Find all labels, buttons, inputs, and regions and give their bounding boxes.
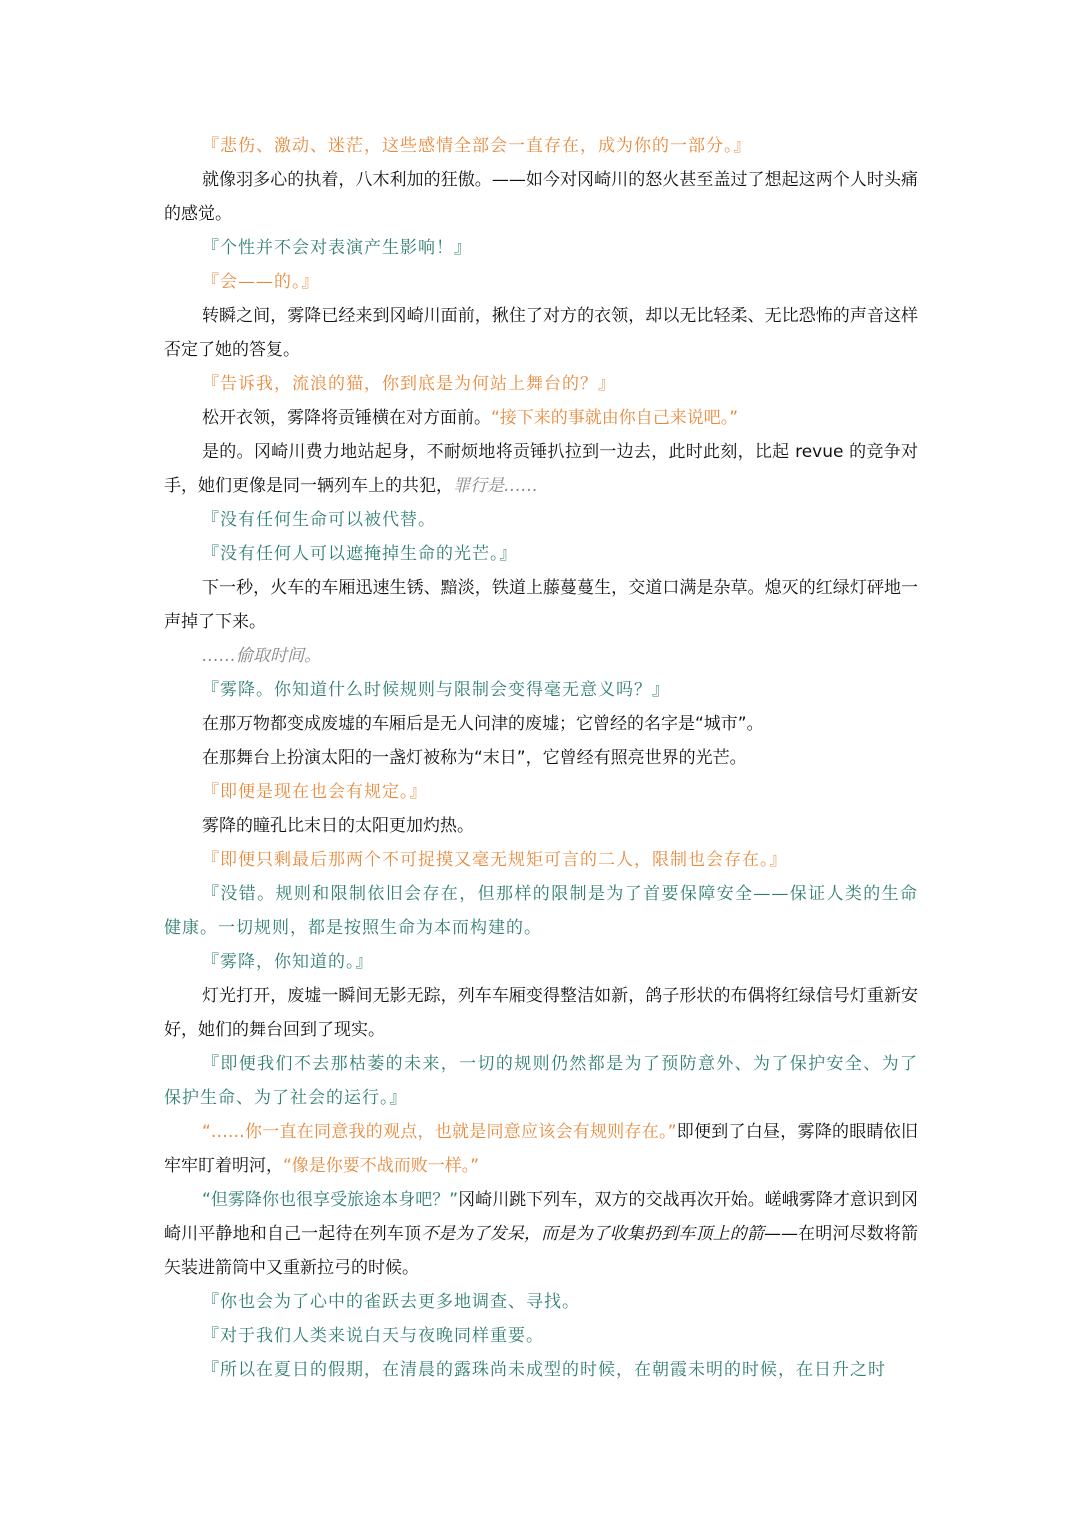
quote-line: 『没错。规则和限制依旧会存在，但那样的限制是为了首要保障安全——保证人类的生命健康。一切规则，都是按照生命为本而构建的。	[164, 884, 918, 938]
narration-paragraph: 雾降的瞳孔比末日的太阳更加灼热。	[202, 816, 474, 836]
quote-line: 『你也会为了心中的雀跃去更多地调查、寻找。	[202, 1292, 580, 1312]
quote-line: 『对于我们人类来说白天与夜晚同样重要。	[202, 1326, 544, 1346]
narration-paragraph	[164, 435, 918, 503]
narration-text: ——在明河尽数将箭矢装进箭筒中又重新拉弓的时候。	[164, 1224, 919, 1278]
quote-line: 『没有任何人可以遮掩掉生命的光芒。』	[202, 544, 518, 564]
quote-line: 『所以在夏日的假期，在清晨的露珠尚未成型的时候，在朝霞未明的时候，在日升之时	[202, 1360, 886, 1380]
quote-line: 『即便是现在也会有规定。』	[202, 782, 428, 802]
quote-line: 『告诉我，流浪的猫，你到底是为何站上舞台的？』	[202, 374, 616, 394]
dialogue-speech: “但雾降你也很享受旅途本身吧？”	[202, 1190, 459, 1210]
narration-paragraph: 在那舞台上扮演太阳的一盏灯被称为“末日”，它曾经有照亮世界的光芒。	[202, 748, 747, 768]
quote-line: 『即便只剩最后那两个不可捉摸又毫无规矩可言的二人，限制也会存在。』	[202, 850, 788, 870]
narration-paragraph: 就像羽多心的执着，八木利加的狂傲。——如今对冈崎川的怒火甚至盖过了想起这两个人时头痛的感觉。	[164, 170, 918, 224]
quote-line: 『即便我们不去那枯萎的未来，一切的规则仍然都是为了预防意外、为了保护安全、为了保护生命、为了社会的运行。』	[164, 1054, 918, 1108]
narration-paragraph: 下一秒，火车的车厢迅速生锈、黯淡，铁道上藤蔓蔓生，交道口满是杂草。熄灭的红绿灯砰地一声掉了下来。	[164, 578, 918, 632]
quote-line: 『悲伤、激动、迷茫，这些感情全部会一直存在，成为你的一部分。』	[202, 136, 752, 156]
narration-paragraph: 在那万物都变成废墟的车厢后是无人问津的废墟；它曾经的名字是“城市”。	[202, 714, 764, 734]
italic-text: 不是为了发呆，而是为了收集扔到车顶上的箭	[421, 1224, 765, 1244]
document-page	[164, 129, 918, 1387]
dialogue-speech: “接下来的事就由你自己来说吧。”	[491, 408, 739, 428]
italic-line: ……偷取时间。	[202, 646, 321, 666]
narration-paragraph	[164, 1115, 918, 1183]
quote-line: 『雾降。你知道什么时候规则与限制会变得毫无意义吗？』	[202, 680, 670, 700]
quote-line: 『个性并不会对表演产生影响！』	[202, 238, 472, 258]
quote-line: 『没有任何生命可以被代替。	[202, 510, 436, 530]
narration-text: 冈崎川跳下列车，双方的交战再次开始。嵯峨雾降才意识到冈崎川平静地和自己一起待在列车顶	[164, 1190, 918, 1244]
dialogue-speech: “像是你要不战而败一样。”	[283, 1156, 480, 1176]
narration-paragraph	[164, 1183, 918, 1285]
quote-line: 『会——的。』	[202, 272, 320, 292]
narration-paragraph: 转瞬之间，雾降已经来到冈崎川面前，揪住了对方的衣领，却以无比轻柔、无比恐怖的声音这样否定了她的答复。	[164, 306, 918, 360]
narration-paragraph	[164, 401, 918, 435]
quote-line: 『雾降，你知道的。』	[202, 952, 374, 972]
narration-text: 是的。冈崎川费力地站起身，不耐烦地将贡锤扒拉到一边去，此时此刻，比起 revue 的竞争对手，她们更像是同一辆列车上的共犯，	[164, 442, 918, 496]
narration-text: 即便到了白昼，雾降的眼睛依旧牢牢盯着明河，	[164, 1122, 919, 1176]
narration-paragraph: 灯光打开，废墟一瞬间无影无踪，列车车厢变得整洁如新，鸽子形状的布偶将红绿信号灯重新安好，她们的舞台回到了现实。	[164, 986, 918, 1040]
narration-text: 松开衣领，雾降将贡锤横在对方面前。	[202, 408, 491, 428]
dialogue-speech: “……你一直在同意我的观点，也就是同意应该会有规则存在。”	[202, 1122, 677, 1142]
italic-text: 罪行是……	[453, 476, 538, 496]
